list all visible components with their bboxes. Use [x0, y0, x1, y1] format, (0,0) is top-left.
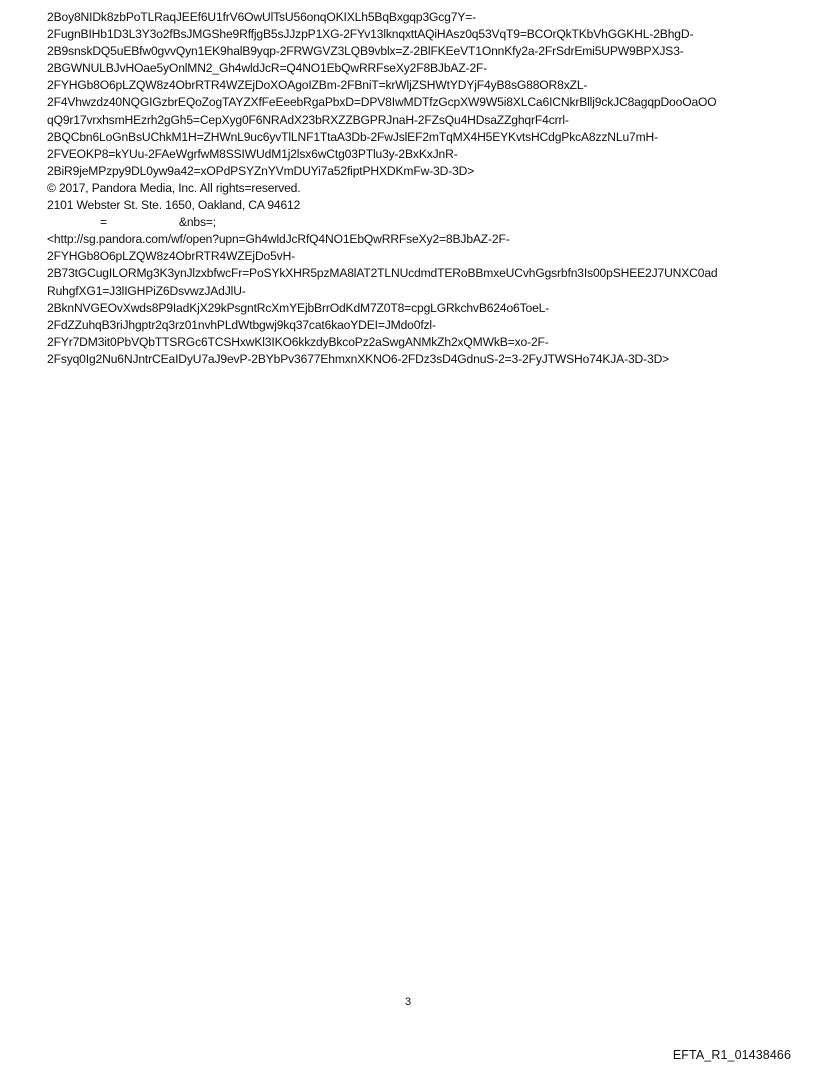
- tracking-link-line: RuhgfXG1=J3lIGHPiZ6DsvwzJAdJlU-: [47, 283, 246, 298]
- tracking-link-line: 2FYHGb8O6pLZQW8z4ObrRTR4WZEjDo5vH-: [47, 249, 296, 264]
- document-id: EFTA_R1_01438466: [672, 1048, 791, 1062]
- tracking-link-line: 2BknNVGEOvXwds8P9IadKjX29kPsgntRcXmYEjbBrrOdKdM7Z0T8=cpgLGRkchvB624o6ToeL-: [47, 300, 550, 315]
- tracking-link-line: 2Fsyq0Ig2Nu6NJntrCEaIDyU7aJ9evP-2BYbPv3677EhmxnXKNO6-2FDz3sD4GdnuS-2=3-2FyJTWSHo74KJA-3D-3D>: [47, 351, 670, 366]
- address-line: 2101 Webster St. Ste. 1650, Oakland, CA 94612: [47, 198, 301, 213]
- body-line: 2F4Vhwzdz40NQGIGzbrEQoZogTAYZXfFeEeebRgaPbxD=DPV8IwMDTfzGcpXW9W5i8XLCa6ICNkrBllj9ckJC8agqpDooOaOO: [47, 95, 717, 110]
- spacer-left: =: [100, 215, 107, 230]
- copyright-line: © 2017, Pandora Media, Inc. All rights=reserved.: [47, 180, 301, 195]
- tracking-link-line: 2FYr7DM3it0PbVQbTTSRGc6TCSHxwKl3IKO6kkzdyBkcoPz2aSwgANMkZh2xQMWkB=xo-2F-: [47, 334, 549, 349]
- page-number: 3: [404, 996, 412, 1008]
- body-line: 2Boy8NIDk8zbPoTLRaqJEEf6U1frV6OwUlTsU56onqOKIXLh5BqBxgqp3Gcg7Y=-: [47, 10, 477, 24]
- email-body-text: [47, 9, 787, 368]
- spacer-line: [47, 214, 787, 231]
- tracking-link-line[interactable]: <http://sg.pandora.com/wf/open?upn=Gh4wldJcRfQ4NO1EbQwRRFseXy2=8BJbAZ-2F-: [47, 232, 510, 247]
- tracking-link-line: 2B73tGCugILORMg3K3ynJlzxbfwcFr=PoSYkXHR5pzMA8lAT2TLNUcdmdTERoBBmxeUCvhGgsrbfn3Is00pSHEE2J7UNXC0ad: [47, 266, 718, 281]
- body-line: qQ9r17vrxhsmHEzrh2gGh5=CepXyg0F6NRAdX23bRXZZBGPRJnaH-2FZsQu4HDsaZZghqrF4crrl-: [47, 112, 569, 127]
- body-line: 2FugnBIHb1D3L3Y3o2fBsJMGShe9RffjgB5sJJzpP1XG-2FYv13lknqxttAQiHAsz0q53VqT9=BCOrQkTKbVhGGKHL-2BhgD-: [47, 27, 694, 42]
- body-line: 2BGWNULBJvHOae5yOnlMN2_Gh4wldJcR=Q4NO1EbQwRRFseXy2F8BJbAZ-2F-: [47, 61, 488, 76]
- body-line: 2BiR9jeMPzpy9DL0yw9a42=xOPdPSYZnYVmDUYi7a52fiptPHXDKmFw-3D-3D>: [47, 163, 475, 178]
- body-line: 2FVEOKP8=kYUu-2FAeWgrfwM8SSIWUdM1j2lsx6wCtg03PTlu3y-2BxKxJnR-: [47, 146, 458, 161]
- body-line: 2FYHGb8O6pLZQW8z4ObrRTR4WZEjDoXOAgoIZBm-2FBniT=krWljZSHWtYDYjF4yB8sG88OR8xZL-: [47, 78, 588, 93]
- body-line: 2BQCbn6LoGnBsUChkM1H=ZHWnL9uc6yvTlLNF1TtaA3Db-2FwJslEF2mTqMX4H5EYKvtsHCdgPkcA8zzNLu7mH-: [47, 129, 658, 144]
- spacer-right: &nbs=;: [178, 215, 217, 230]
- body-line: 2B9snskDQ5uEBfw0gvvQyn1EK9halB9yqp-2FRWGVZ3LQB9vblx=Z-2BlFKEeVT1OnnKfy2a-2FrSdrEmi5UPW9BPXJS3-: [47, 44, 684, 59]
- tracking-link-line: 2FdZZuhqB3riJhgptr2q3rz01nvhPLdWtbgwj9kq37cat6kaoYDEI=JMdo0fzl-: [47, 317, 436, 332]
